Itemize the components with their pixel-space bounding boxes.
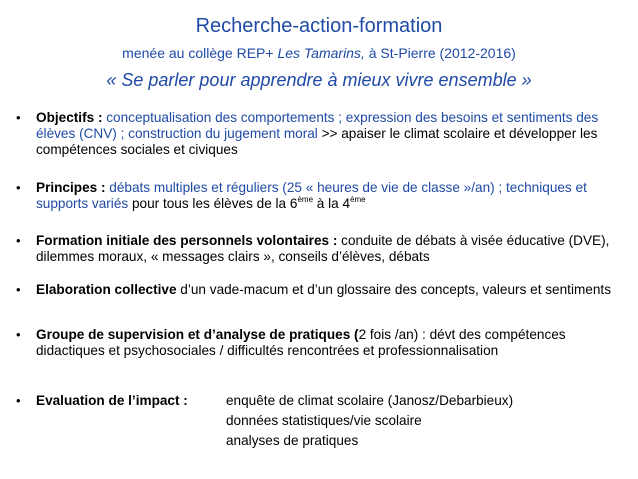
evaluation-methods-list [226, 391, 606, 451]
bullet-principes-label: Principes : [36, 180, 110, 195]
slide-subtitle [0, 44, 638, 62]
bullet-principes-sup-1: ème [297, 195, 314, 204]
evaluation-method-item: enquête de climat scolaire (Janosz/Debarbieux) [226, 393, 514, 408]
bullet-dot: • [16, 327, 21, 342]
bullet-dot: • [16, 233, 21, 248]
bullet-principes-rest-pre: pour tous les élèves de la 6 [128, 196, 298, 211]
bullet-formation-text [36, 233, 632, 265]
slide-tagline: « Se parler pour apprendre à mieux vivre ensemble » [106, 70, 532, 90]
evaluation-method-item: analyses de pratiques [226, 433, 359, 448]
subtitle-school-name: Les Tamarins, [277, 45, 365, 61]
evaluation-method-item: données statistiques/vie scolaire [226, 413, 422, 428]
bullet-elaboration-label: Elaboration collective [36, 282, 177, 297]
bullet-objectifs-text [36, 110, 632, 158]
bullet-evaluation [16, 393, 632, 465]
bullet-principes-sup-2: ème [350, 195, 366, 204]
bullet-objectifs-label: Objectifs : [36, 110, 107, 125]
bullet-dot: • [16, 180, 21, 195]
subtitle-suffix: à St-Pierre (2012-2016) [364, 45, 516, 61]
bullet-principes-rest-mid: à la 4 [313, 196, 351, 211]
bullet-objectifs-highlight: conceptualisation des comportements ; expression des besoins et sentiments des élèves (CNV) ; construction du jugement moral [36, 110, 599, 141]
bullet-objectifs-rest: >> apaiser le climat scolaire et développer les compétences sociales et civiques [36, 126, 598, 157]
bullet-principes-highlight: débats multiples et réguliers (25 « heures de vie de classe »/an) ; techniques et supports variés [36, 180, 587, 211]
bullet-groupe-label: Groupe de supervision et d’analyse de pratiques ( [36, 327, 359, 342]
slide-title: Recherche-action-formation [195, 15, 443, 37]
bullet-principes-text [36, 180, 632, 212]
bullet-elaboration-text [36, 282, 632, 298]
bullet-evaluation-label: Evaluation de l’impact : [36, 393, 188, 408]
subtitle-prefix: menée au collège REP+ [122, 45, 278, 61]
bullet-elaboration-rest: d’un vade-macum et d’un glossaire des concepts, valeurs et sentiments [176, 282, 611, 297]
bullet-formation-rest: conduite de débats à visée éducative (DVE), dilemmes moraux, « messages clairs », conseils d’élèves, débats [36, 233, 610, 264]
bullet-dot: • [16, 110, 21, 125]
bullet-formation-label: Formation initiale des personnels volontaires : [36, 233, 342, 248]
bullet-groupe-rest: 2 fois /an) : dévt des compétences didactiques et psychosociales / difficultés rencontrées et professionnalisation [36, 327, 566, 358]
bullet-dot: • [16, 393, 21, 408]
bullet-groupe-text [36, 327, 632, 359]
bullet-dot: • [16, 282, 21, 297]
